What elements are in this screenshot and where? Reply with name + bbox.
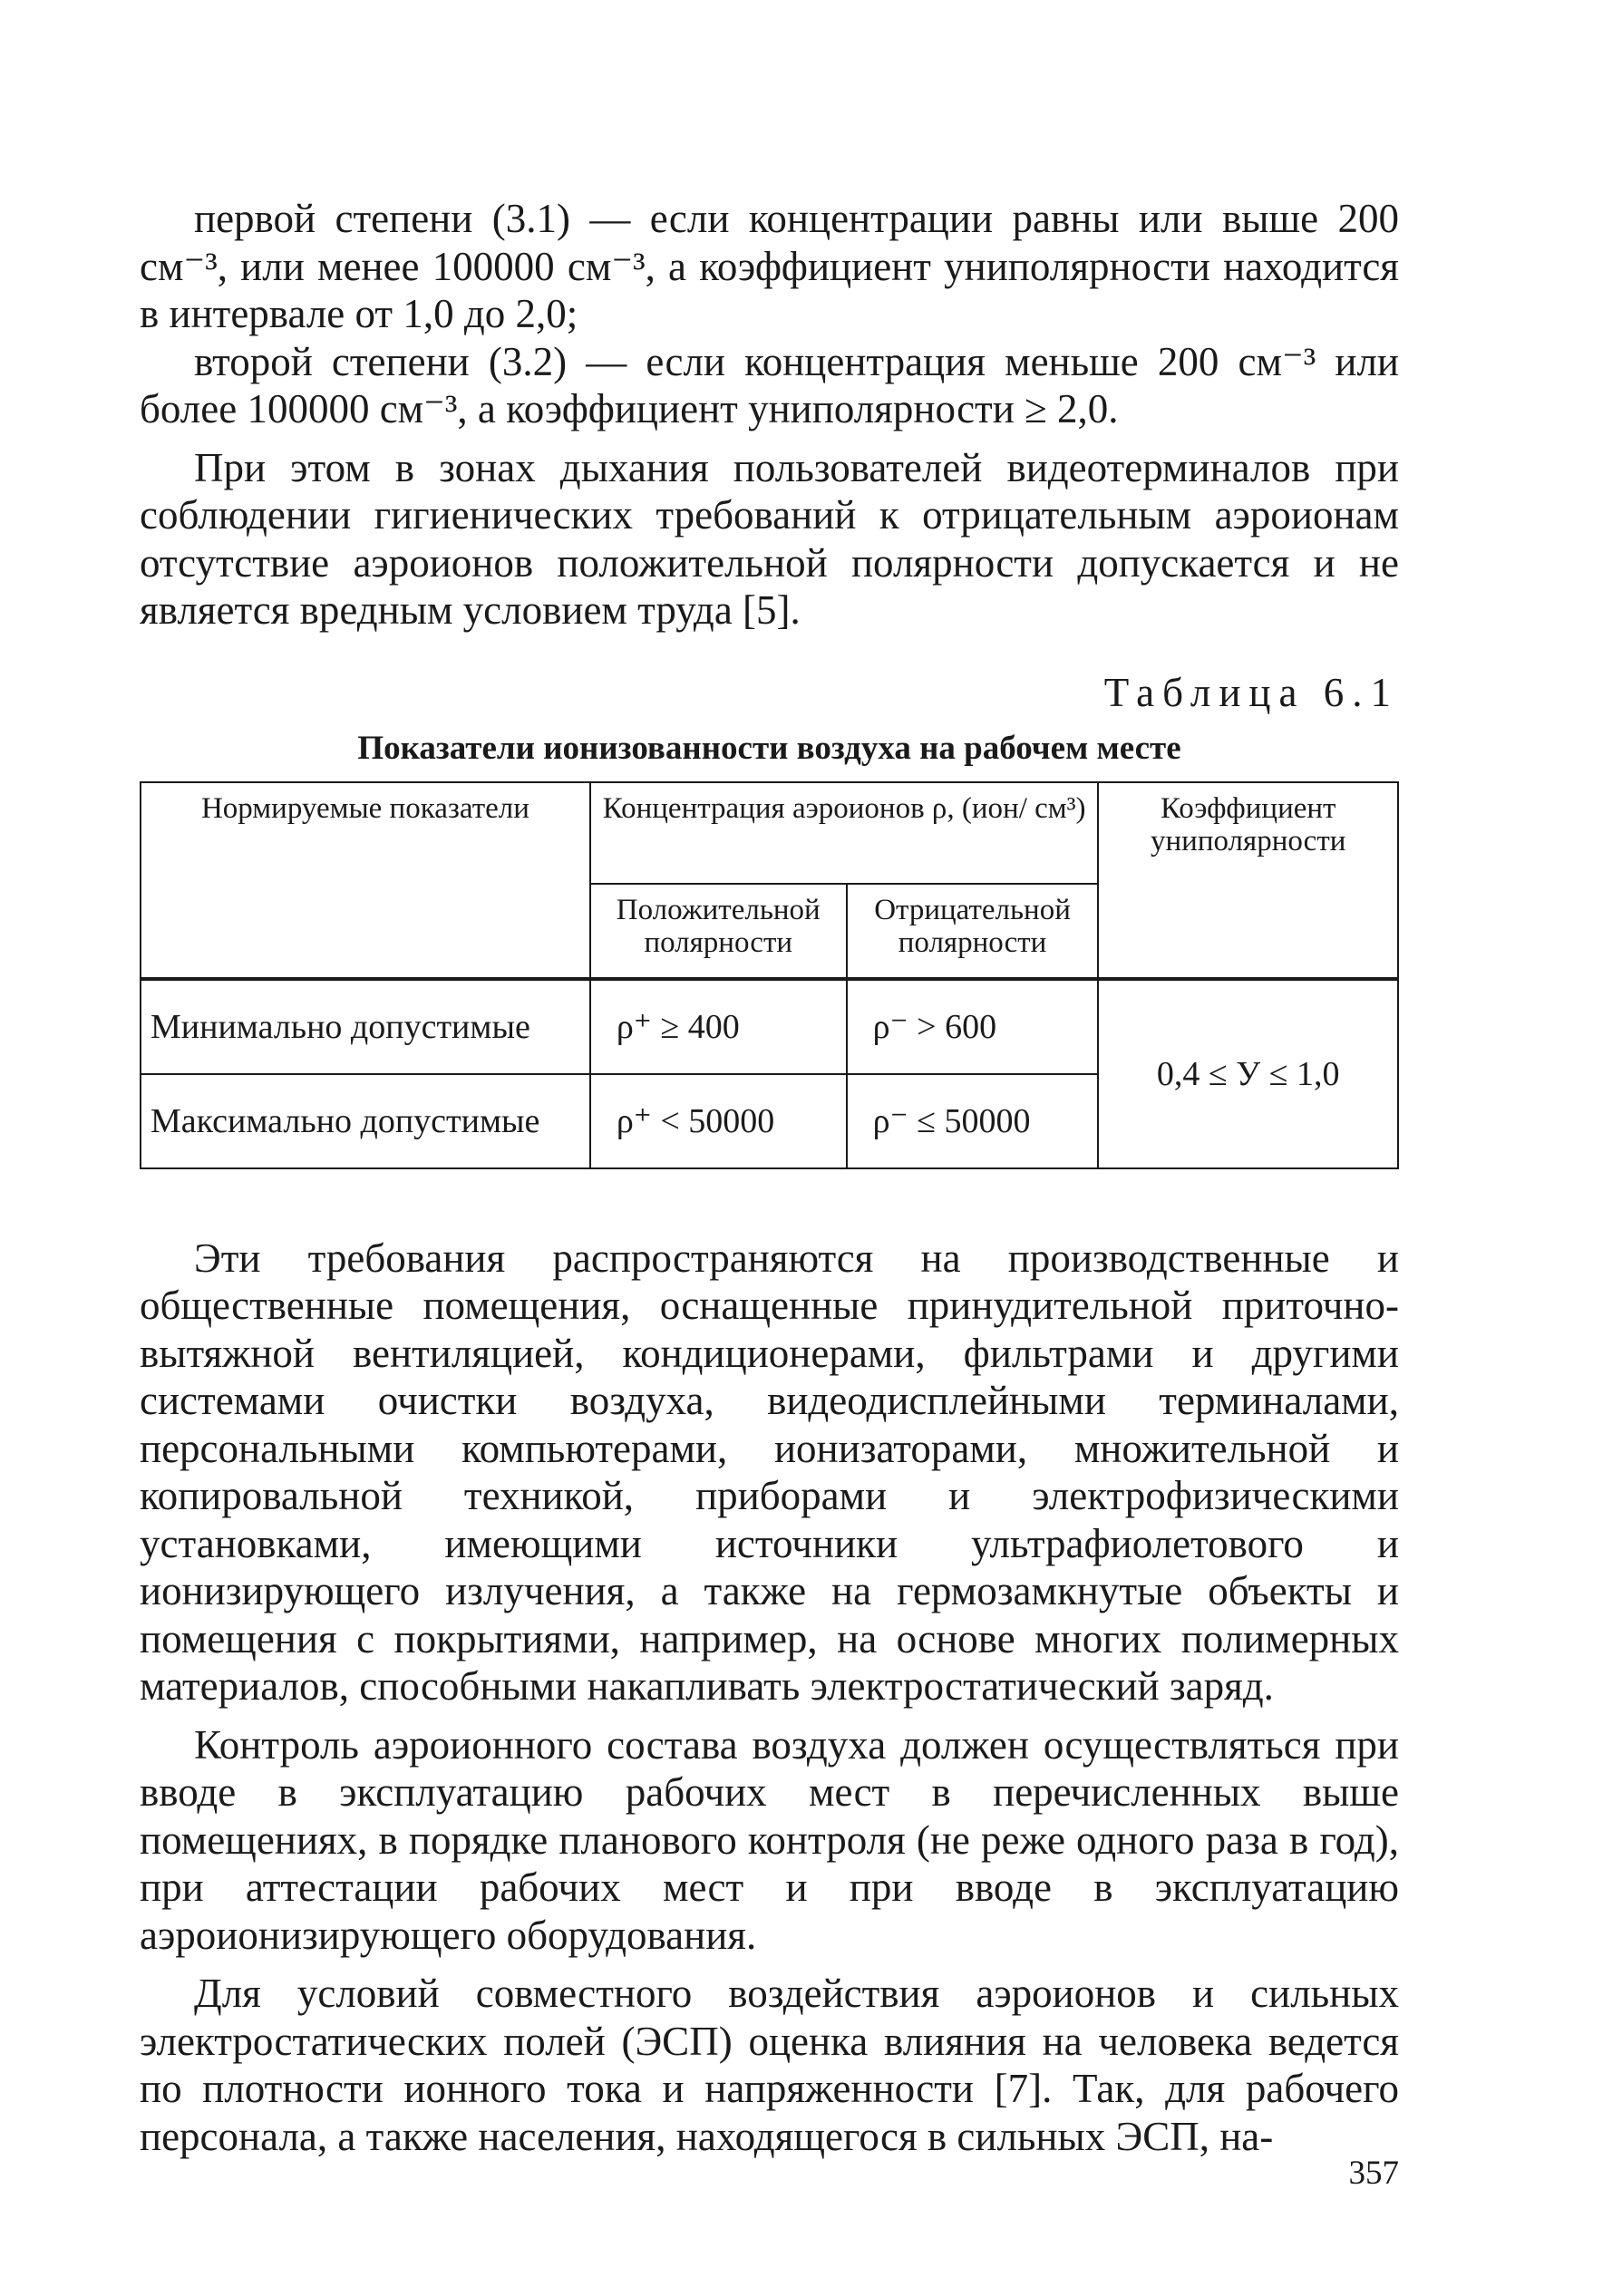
header-positive-polarity: Положительной полярности <box>590 884 847 979</box>
text-after-table <box>140 1235 1399 2161</box>
row-label-maximum: Максимально допустимые <box>141 1074 590 1168</box>
paragraph-breathing-zones: При этом в зонах дыхания пользователей видеотерминалов при соблюдении гигиенических требований к отрицательным аэроионам отсутствие аэроионов положительной полярности допускается и не является вредным условием труда [5]. <box>140 444 1399 633</box>
paragraph-requirements-scope: Эти требования распространяются на производственные и общественные помещения, оснащенные принудительной приточно-вытяжной вентиляцией, кондиционерами, фильтрами и другими системами очистки воздуха, видеодисплейными терминалами, персональными компьютерами, ионизаторами, множительной и копировальной техникой, приборами и электрофизическими установками, имеющими источники ультрафиолетового и ионизирующего излучения, а также на гермозамкнутые объекты и помещения с покрытиями, например, на основе многих полимерных материалов, способными накапливать электростатический заряд. <box>140 1235 1399 1709</box>
paragraph-first-degree: первой степени (3.1) — если концентрации равны или выше 200 см⁻³, или менее 100000 см⁻³, а коэффициент униполярности находится в интервале от 1,0 до 2,0; <box>140 196 1399 336</box>
page-content <box>140 195 1399 2160</box>
paragraph-control: Контроль аэроионного состава воздуха должен осуществляться при вводе в эксплуатацию рабочих мест в перечисленных выше помещениях, в порядке планового контроля (не реже одного раза в год), при аттестации рабочих мест и при вводе в эксплуатацию аэроионизирующего оборудования. <box>140 1721 1399 1958</box>
paragraph-combined-effect: Для условий совместного воздействия аэроионов и сильных электростатических полей (ЭСП) оценка влияния на человека ведется по плотности ионного тока и напряженности [7]. Так, для рабочего персонала, а также населения, находящегося в сильных ЭСП, на- <box>140 1971 1399 2159</box>
page-number: 357 <box>1348 2155 1399 2192</box>
header-unipolarity-coefficient: Коэффициент униполярности <box>1098 782 1398 979</box>
header-negative-polarity: Отрицательной полярности <box>847 884 1099 979</box>
paragraph-second-degree: второй степени (3.2) — если концентрация меньше 200 см⁻³ или более 100000 см⁻³, а коэффициент униполярности ≥ 2,0. <box>140 338 1399 431</box>
table-title: Показатели ионизованности воздуха на рабочем месте <box>357 729 1181 767</box>
header-ion-concentration: Концентрация аэроионов ρ, (ион/ см³) <box>590 782 1099 884</box>
cell-min-negative: ρ⁻ > 600 <box>847 979 1099 1074</box>
header-normalized-indicators: Нормируемые показатели <box>141 782 590 979</box>
ionization-table <box>140 781 1399 1169</box>
cell-max-negative: ρ⁻ ≤ 50000 <box>847 1074 1099 1168</box>
row-label-minimum: Минимально допустимые <box>141 979 590 1074</box>
cell-unipolarity-range: 0,4 ≤ У ≤ 1,0 <box>1098 979 1398 1168</box>
cell-max-positive: ρ⁺ < 50000 <box>590 1074 847 1168</box>
cell-min-positive: ρ⁺ ≥ 400 <box>590 979 847 1074</box>
table-number-label: Таблица 6.1 <box>1103 669 1399 715</box>
